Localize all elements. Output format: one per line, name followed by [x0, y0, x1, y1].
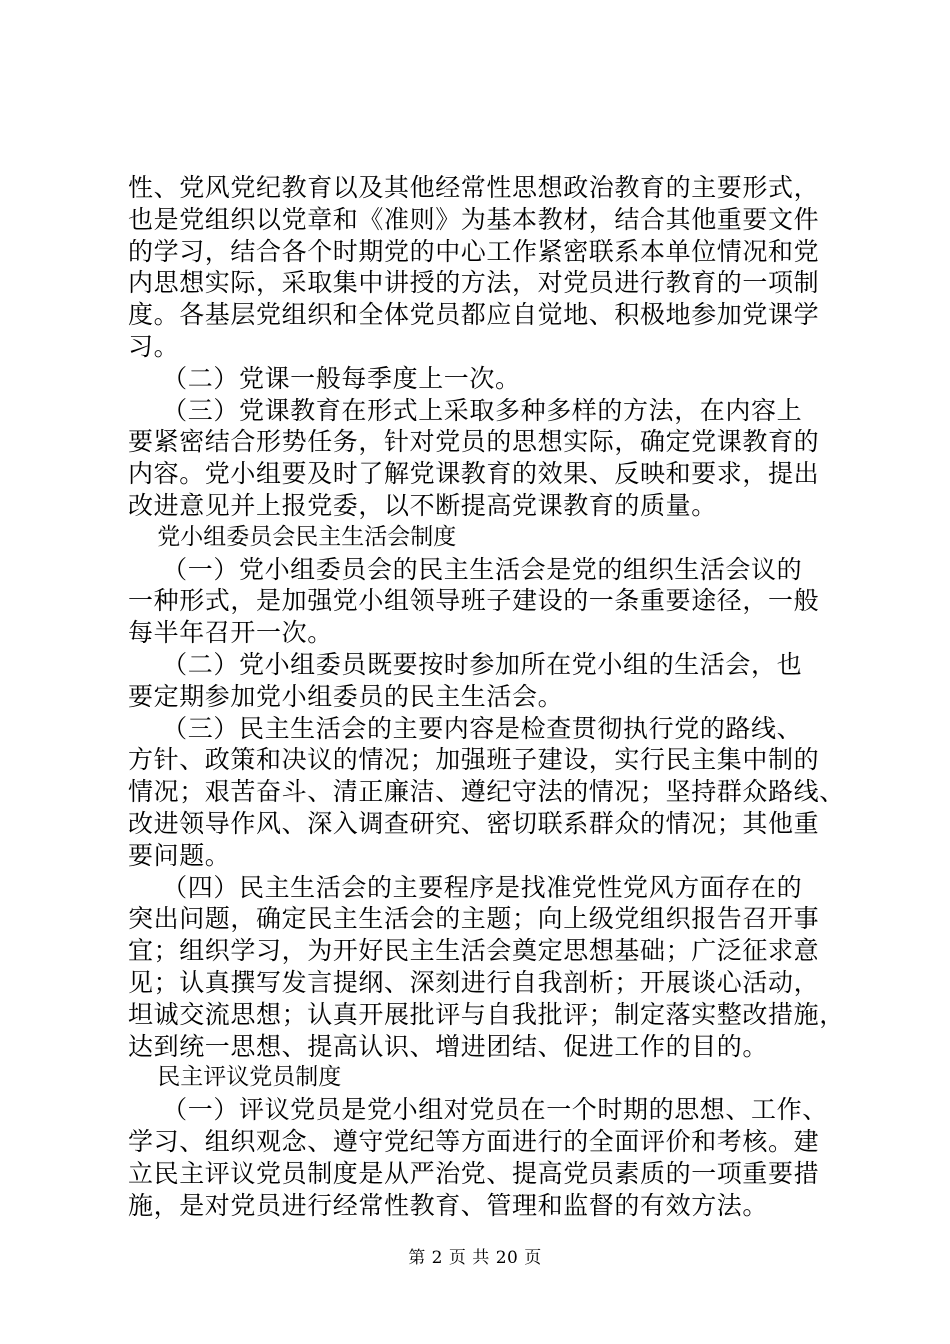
section-heading: 党小组委员会民主生活会制度: [128, 523, 457, 550]
text-line: 坦诚交流思想；认真开展批评与自我批评；制定落实整改措施，: [128, 999, 845, 1029]
text-line: 每半年召开一次。: [128, 618, 333, 648]
page-number: 第 2 页 共 20 页: [408, 1248, 542, 1268]
text-line: （三）党课教育在形式上采取多种多样的方法，在内容上: [128, 395, 803, 425]
text-line: 宜；组织学习，为开好民主生活会奠定思想基础；广泛征求意: [128, 936, 820, 966]
text-line: （三）民主生活会的主要内容是检查贯彻执行党的路线、: [128, 713, 803, 743]
text-line: （二）党课一般每季度上一次。: [128, 363, 521, 393]
text-line: （二）党小组委员既要按时参加所在党小组的生活会，也: [128, 649, 803, 679]
document-body: [128, 172, 845, 1221]
text-line: 见；认真撰写发言提纲、深刻进行自我剖析；开展谈心活动，: [128, 967, 820, 997]
text-line: 达到统一思想、提高认识、增进团结、促进工作的目的。: [128, 1031, 769, 1061]
text-line: 内容。党小组要及时了解党课教育的效果、反映和要求，提出: [128, 459, 820, 489]
text-line: 内思想实际，采取集中讲授的方法，对党员进行教育的一项制: [128, 268, 820, 298]
text-line: 施，是对党员进行经常性教育、管理和监督的有效方法。: [128, 1190, 769, 1220]
text-line: （四）民主生活会的主要程序是找准党性党风方面存在的: [128, 872, 803, 902]
text-line: 也是党组织以党章和《准则》为基本教材，结合其他重要文件: [128, 204, 820, 234]
text-line: 要定期参加党小组委员的民主生活会。: [128, 681, 564, 711]
text-line: 的学习，结合各个时期党的中心工作紧密联系本单位情况和党: [128, 236, 820, 266]
text-line: 要问题。: [128, 840, 231, 870]
text-line: 要紧密结合形势任务，针对党员的思想实际，确定党课教育的: [128, 427, 820, 457]
text-line: 度。各基层党组织和全体党员都应自觉地、积极地参加党课学: [128, 300, 820, 330]
section-heading: 民主评议党员制度: [128, 1064, 342, 1091]
text-line: （一）评议党员是党小组对党员在一个时期的思想、工作、: [128, 1095, 828, 1125]
text-line: 性、党风党纪教育以及其他经常性思想政治教育的主要形式，: [128, 173, 820, 202]
text-line: 一种形式，是加强党小组领导班子建设的一条重要途径，一般: [128, 586, 820, 616]
text-line: 立民主评议党员制度是从严治党、提高党员素质的一项重要措: [128, 1158, 820, 1188]
text-line: 学习、组织观念、遵守党纪等方面进行的全面评价和考核。建: [128, 1126, 820, 1156]
text-line: （一）党小组委员会的民主生活会是党的组织生活会议的: [128, 554, 803, 584]
text-line: 习。: [128, 331, 180, 361]
text-line: 情况；艰苦奋斗、清正廉洁、遵纪守法的情况；坚持群众路线、: [128, 777, 845, 807]
text-line: 突出问题，确定民主生活会的主题；向上级党组织报告召开事: [128, 904, 820, 934]
text-line: 方针、政策和决议的情况；加强班子建设，实行民主集中制的: [128, 745, 820, 775]
text-line: 改进意见并上报党委，以不断提高党课教育的质量。: [128, 490, 717, 520]
text-line: 改进领导作风、深入调查研究、密切联系群众的情况；其他重: [128, 808, 820, 838]
